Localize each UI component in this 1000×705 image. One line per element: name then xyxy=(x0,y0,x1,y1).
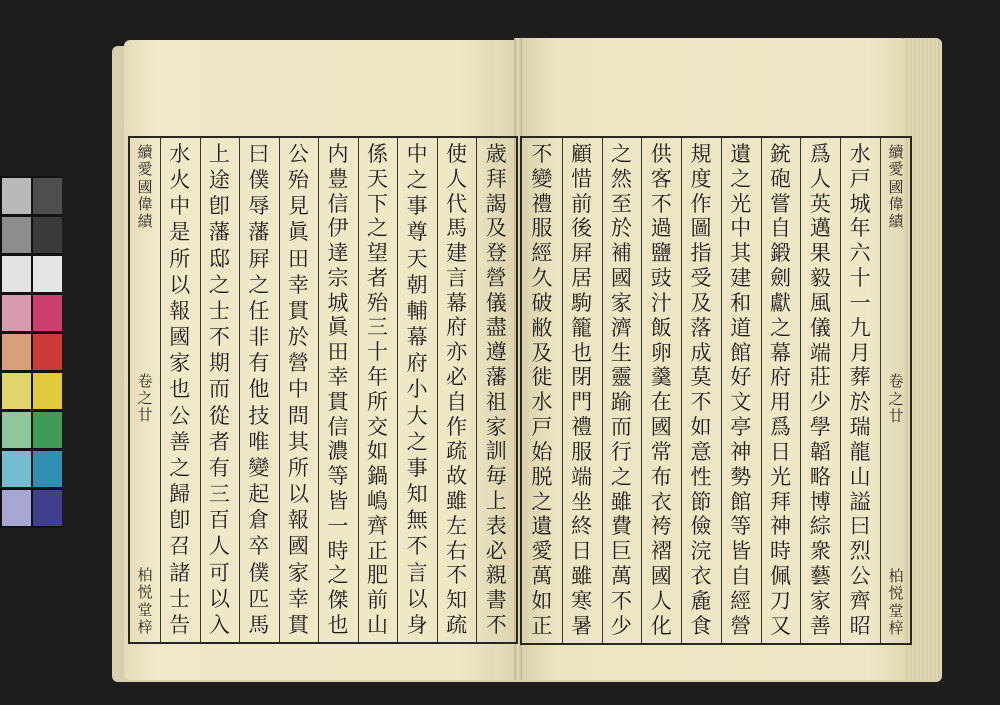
color-swatch xyxy=(2,295,31,331)
text-column: 内 豊 信 伊 達 宗 城 眞 田 幸 貫 信 濃 等 皆 一 時 之 傑 也 xyxy=(318,138,359,642)
color-calibration-card xyxy=(0,176,62,528)
color-swatch xyxy=(2,334,31,370)
color-swatch xyxy=(33,373,62,409)
right-text-frame xyxy=(520,136,912,645)
left-text-frame xyxy=(128,136,518,644)
text-column: 曰 僕 辱 藩 屛 之 任 非 有 他 技 唯 變 起 倉 卒 僕 匹 馬 xyxy=(239,138,280,642)
text-column: 係 天 下 之 望 者 殆 三 十 年 所 交 如 鍋 嶋 齊 正 肥 前 山 xyxy=(358,138,399,642)
text-column: 歳 拜 謁 及 登 營 儀 盡 遵 藩 祖 家 訓 毎 上 表 必 親 書 不 xyxy=(485,142,507,637)
fold-volume: 卷 之 廿 xyxy=(888,372,904,425)
text-column: 規 度 作 圖 指 受 及 落 成 莫 不 如 意 性 節 儉 浣 衣 麁 食 xyxy=(681,138,722,643)
text-column: 上 途 卽 藩 邸 之 士 不 期 而 從 者 有 三 百 人 可 以 入 xyxy=(200,138,241,642)
text-column: 之 然 至 於 補 國 家 濟 生 靈 踰 而 行 之 雖 費 巨 萬 不 少 xyxy=(602,138,643,643)
text-column: 中 之 事 尊 天 朝 輔 幕 府 小 大 之 事 知 無 不 言 以 身 xyxy=(397,138,438,642)
text-column: 顧 惜 前 後 屛 居 駒 籠 也 閉 門 禮 服 端 坐 終 日 雖 寒 暑 xyxy=(562,138,603,643)
color-swatch xyxy=(2,412,31,448)
fold-title: 續 愛 國 偉 績 xyxy=(137,143,153,230)
color-swatch xyxy=(2,217,31,253)
color-swatch xyxy=(33,334,62,370)
color-swatch xyxy=(33,451,62,487)
color-swatch xyxy=(33,412,62,448)
text-column: 爲 人 英 邁 果 毅 風 儀 端 莊 少 學 韜 略 博 綜 衆 藝 家 善 xyxy=(800,138,841,643)
color-swatch xyxy=(2,178,31,214)
text-column: 水 火 中 是 所 以 報 國 家 也 公 善 之 歸 卽 召 諸 士 告 xyxy=(160,138,201,642)
color-swatch xyxy=(33,295,62,331)
text-column: 供 客 不 過 鹽 豉 汁 飯 卵 羹 在 國 常 布 衣 袴 褶 國 人 化 xyxy=(641,138,682,643)
color-swatch xyxy=(33,256,62,292)
text-column: 遺 之 光 中 其 建 和 道 館 好 文 亭 神 勢 館 等 皆 自 經 營 xyxy=(721,138,762,643)
color-swatch xyxy=(2,490,31,526)
text-column: 銃 砲 嘗 自 鍛 劍 獻 之 幕 府 用 爲 日 光 拜 神 時 佩 刀 又 xyxy=(761,138,802,643)
color-swatch xyxy=(2,256,31,292)
fold-title: 續 愛 國 偉 績 xyxy=(888,143,904,230)
color-swatch xyxy=(2,451,31,487)
color-swatch xyxy=(33,178,62,214)
fold-volume: 卷 之 廿 xyxy=(137,371,153,425)
text-column: 不 變 禮 服 經 久 破 敝 及 徙 水 戸 始 脱 之 遺 愛 萬 如 正 xyxy=(522,138,563,643)
fold-column xyxy=(880,138,911,643)
text-column: 水 戸 城 年 六 十 一 九 月 葬 於 瑞 龍 山 謚 曰 烈 公 齊 昭 xyxy=(840,138,881,643)
text-column: 公 殆 見 眞 田 幸 貫 於 營 中 問 其 所 以 報 國 家 幸 貫 xyxy=(279,138,320,642)
fold-column xyxy=(130,138,161,642)
fold-publisher: 柏 悦 堂 梓 xyxy=(137,566,153,636)
color-swatch xyxy=(2,373,31,409)
color-swatch xyxy=(33,217,62,253)
fold-publisher: 柏 悦 堂 梓 xyxy=(888,567,904,637)
text-column: 使 人 代 馬 建 言 幕 府 亦 必 自 作 疏 故 雖 左 右 不 知 疏 xyxy=(437,138,478,642)
color-swatch xyxy=(33,490,62,526)
